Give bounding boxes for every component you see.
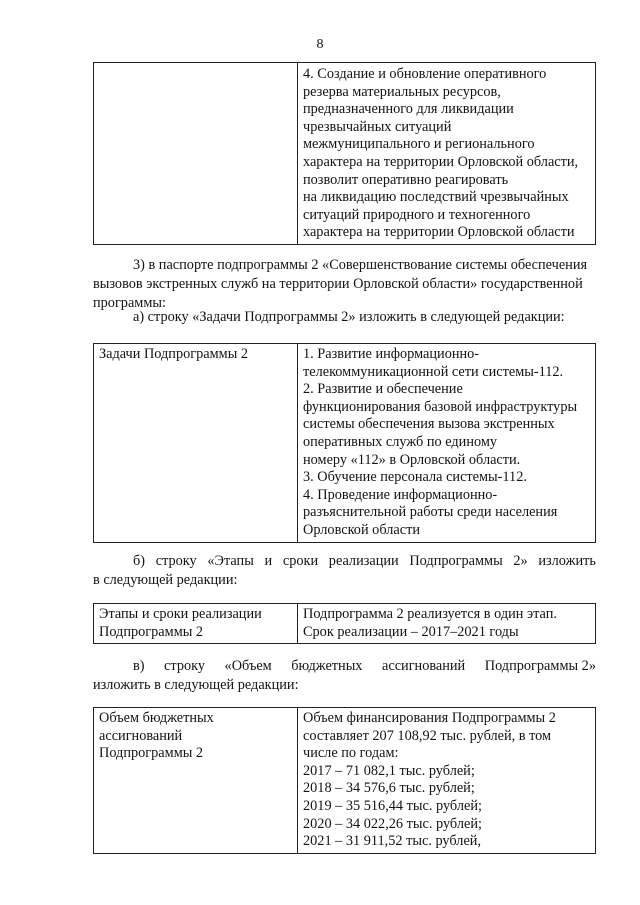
paragraph-line xyxy=(93,657,596,676)
word: реализации xyxy=(328,553,399,569)
word: Подпрограммы xyxy=(409,553,503,569)
paragraph-line: в следующей редакции: xyxy=(93,572,238,588)
table-budget xyxy=(93,707,596,854)
paragraph-line: программы: xyxy=(93,295,166,311)
table-cell-left xyxy=(94,604,298,644)
cell-line: характера на территории Орловской области, xyxy=(303,153,579,170)
table-row xyxy=(94,344,596,543)
cell-line: номеру «112» в Орловской области. xyxy=(303,451,521,468)
word: «Этапы xyxy=(207,553,254,569)
table-cell-left xyxy=(94,708,298,854)
cell-line: Объем бюджетных xyxy=(99,710,214,726)
cell-line: на ликвидацию последствий чрезвычайных xyxy=(303,189,569,206)
word: бюджетных xyxy=(291,658,363,674)
cell-line: 2021 – 31 911,52 тыс. рублей, xyxy=(303,833,482,850)
paragraph-3 xyxy=(93,256,596,313)
word: в) xyxy=(133,658,145,674)
cell-line: системы обеспечения вызова экстренных xyxy=(303,416,555,433)
paragraph-line: изложить в следующей редакции: xyxy=(93,677,299,693)
table-cell-left: Задачи Подпрограммы 2 xyxy=(94,344,298,543)
cell-line: составляет 207 108,92 тыс. рублей, в том xyxy=(303,727,552,744)
cell-line: Подпрограммы 2 xyxy=(99,745,204,762)
word: 2» xyxy=(513,553,528,569)
paragraph-v xyxy=(93,657,596,695)
cell-line: Объем финансирования Подпрограммы 2 xyxy=(303,710,556,726)
word: сроки xyxy=(282,553,319,569)
cell-line: Подпрограмма 2 реализуется в один этап. xyxy=(303,606,557,622)
cell-line: Срок реализации – 2017–2021 годы xyxy=(303,623,519,640)
table-cell-right xyxy=(298,604,596,644)
cell-line: 2017 – 71 082,1 тыс. рублей; xyxy=(303,762,475,779)
word: ассигнований xyxy=(382,658,466,674)
cell-line: 4. Создание и обновление оперативного xyxy=(303,66,547,82)
cell-line: Этапы и сроки реализации xyxy=(99,606,262,622)
cell-line: Орловской области xyxy=(303,521,420,538)
table-row xyxy=(94,63,596,245)
table-cell-right xyxy=(298,708,596,854)
table-cell-right xyxy=(298,63,596,245)
cell-line: числе по годам: xyxy=(303,745,399,762)
table-stages xyxy=(93,603,596,644)
cell-line: резерва материальных ресурсов, xyxy=(303,83,501,100)
word: и xyxy=(264,553,273,569)
cell-line: 3. Обучение персонала системы-112. xyxy=(303,469,527,486)
cell-line: чрезвычайных ситуаций xyxy=(303,118,452,135)
paragraph-line xyxy=(93,552,596,571)
word: строку xyxy=(164,658,206,674)
table-continuation xyxy=(93,62,596,245)
paragraph-line: вызовов экстренных служб на территории Орловской области» государственной xyxy=(93,276,583,292)
word: изложить xyxy=(538,553,596,569)
cell-line: оперативных служб по единому xyxy=(303,433,498,450)
word: б) xyxy=(133,553,146,569)
cell-line: 2019 – 35 516,44 тыс. рублей; xyxy=(303,797,482,814)
cell-line: позволит оперативно реагировать xyxy=(303,171,509,188)
cell-line: 2018 – 34 576,6 тыс. рублей; xyxy=(303,780,475,797)
cell-line: межмуниципального и регионального xyxy=(303,136,535,153)
cell-line: 4. Проведение информационно- xyxy=(303,486,498,503)
paragraph-b xyxy=(93,552,596,590)
word: «Объем xyxy=(224,658,272,674)
page-number: 8 xyxy=(316,37,324,52)
cell-line: 2020 – 34 022,26 тыс. рублей; xyxy=(303,815,482,832)
table-row xyxy=(94,604,596,644)
cell-line: функционирования базовой инфраструктуры xyxy=(303,398,578,415)
table-tasks xyxy=(93,343,596,543)
table-cell-right xyxy=(298,344,596,543)
paragraph-a xyxy=(133,308,603,327)
cell-line: предназначенного для ликвидации xyxy=(303,101,514,118)
cell-line: ассигнований xyxy=(99,727,183,744)
cell-line: ситуаций природного и техногенного xyxy=(303,206,531,223)
cell-line: характера на территории Орловской области xyxy=(303,224,575,241)
cell-line: телекоммуникационной сети системы-112. xyxy=(303,363,564,380)
paragraph-line: а) строку «Задачи Подпрограммы 2» изложить в следующей редакции: xyxy=(133,309,565,325)
cell-line: Подпрограммы 2 xyxy=(99,623,204,640)
word: строку xyxy=(155,553,197,569)
word: Подпрограммы 2» xyxy=(484,658,596,674)
table-cell-left xyxy=(94,63,298,245)
table-row xyxy=(94,708,596,854)
cell-line: 1. Развитие информационно- xyxy=(303,346,480,362)
paragraph-line: 3) в паспорте подпрограммы 2 «Совершенствование системы обеспечения xyxy=(133,257,588,273)
cell-line: разъяснительной работы среди населения xyxy=(303,504,558,521)
cell-line: 2. Развитие и обеспечение xyxy=(303,381,463,398)
